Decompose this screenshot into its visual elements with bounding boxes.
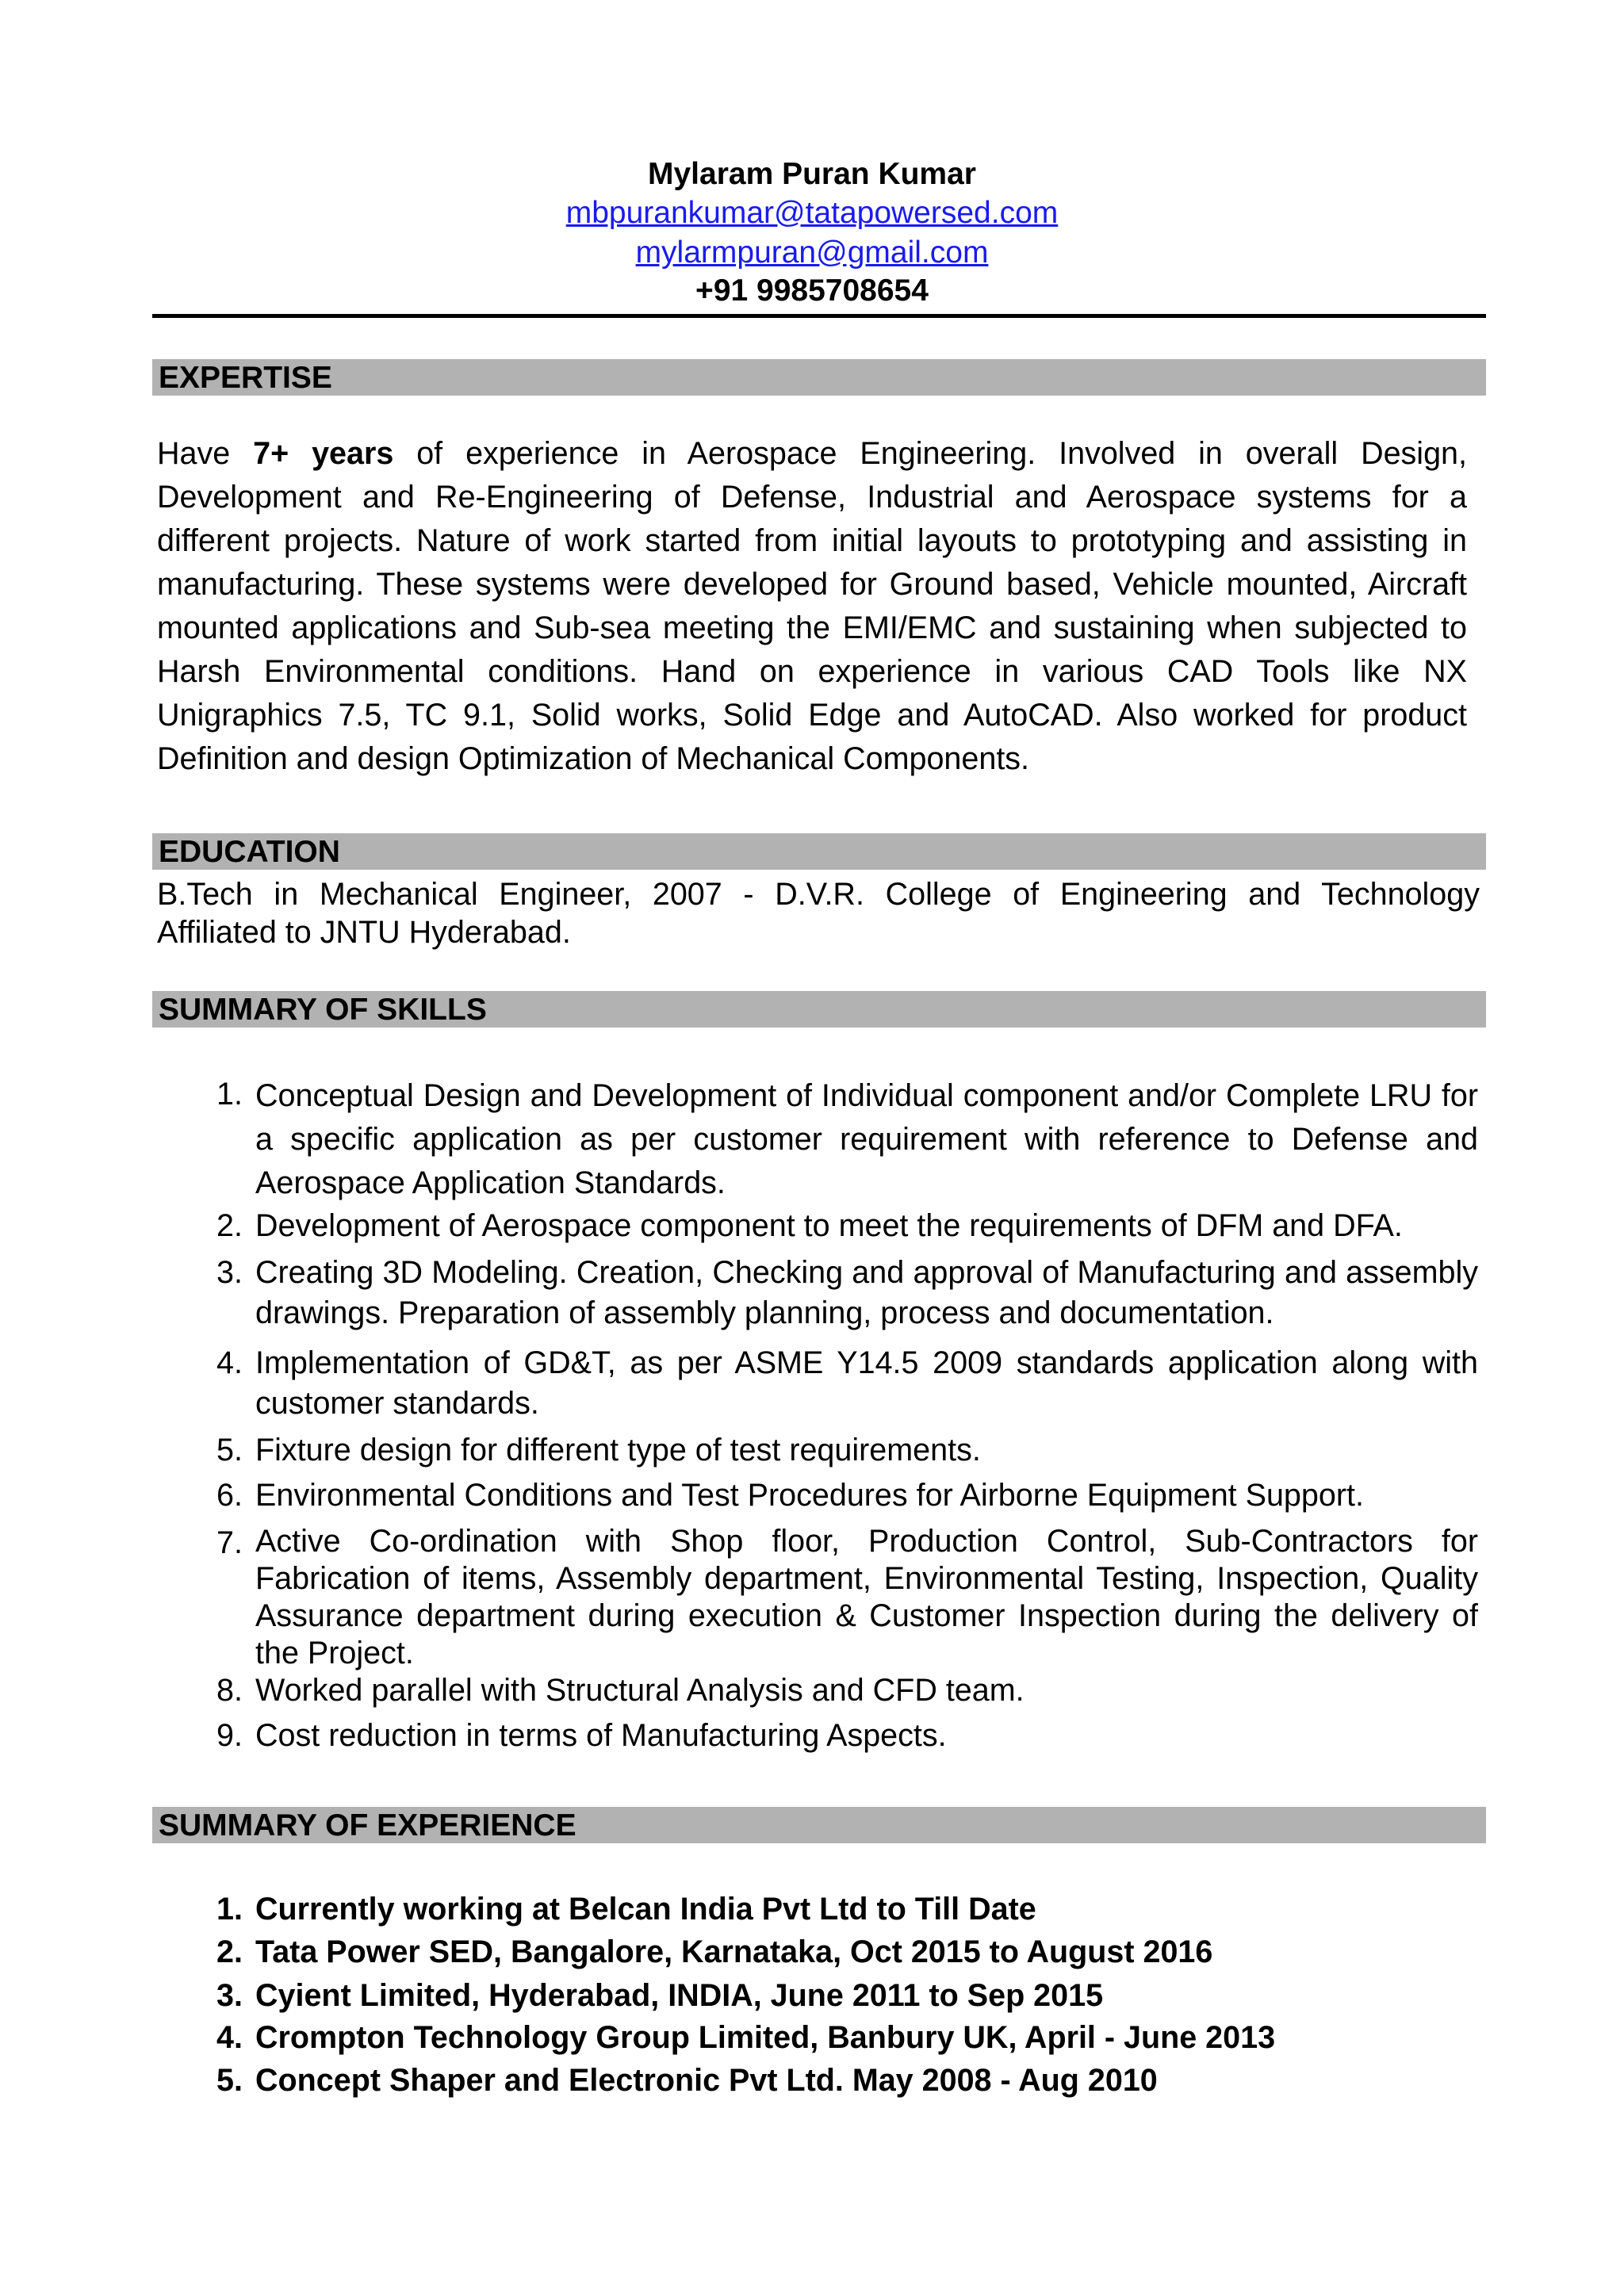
education-affiliation: Affiliated to JNTU Hyderabad. — [157, 915, 571, 950]
experience-item: Currently working at Belcan India Pvt Ltd to Till Date — [255, 1892, 1036, 1927]
skill-item: Worked parallel with Structural Analysis and CFD team. — [255, 1673, 1025, 1708]
experience-number: 1. — [216, 1892, 243, 1927]
candidate-name: Mylaram Puran Kumar — [648, 157, 976, 191]
skill-item: Fixture design for different type of test requirements. — [255, 1433, 981, 1468]
skill-item: Active Co-ordination with Shop floor, Production Control, Sub-Contractors for Fabrication of items, Assembly department, Environmental Testing, Inspection, Quality Assurance department during execution & Customer Inspection during the delivery of the Project. — [255, 1524, 1478, 1670]
header-divider — [152, 314, 1486, 318]
experience-item: Crompton Technology Group Limited, Banbury UK, April - June 2013 — [255, 2020, 1276, 2055]
experience-number: 2. — [216, 1934, 243, 1969]
skill-item: Development of Aerospace component to meet the requirements of DFM and DFA. — [255, 1208, 1403, 1243]
work-email-link[interactable]: mbpurankumar@tatapowersed.com — [565, 196, 1059, 230]
experience-number: 3. — [216, 1978, 243, 2013]
skill-number: 3. — [216, 1255, 243, 1290]
skill-number: 5. — [216, 1433, 243, 1468]
phone-number: +91 9985708654 — [695, 274, 929, 308]
personal-email-link[interactable]: mylarmpuran@gmail.com — [635, 235, 989, 270]
expertise-intro: Have — [157, 436, 254, 471]
experience-item: Tata Power SED, Bangalore, Karnataka, Oct 2015 to August 2016 — [255, 1934, 1213, 1969]
education-block — [157, 875, 1480, 951]
expertise-paragraph — [157, 432, 1467, 781]
skill-item: Conceptual Design and Development of Individual component and/or Complete LRU for a specific application as per customer requirement with reference to Defense and Aerospace Application Standards. — [255, 1078, 1478, 1200]
expertise-years: 7+ years — [253, 436, 394, 471]
education-degree: B.Tech in Mechanical Engineer, 2007 - D.V.R. College of Engineering and Technology — [157, 877, 1480, 912]
education-heading: EDUCATION — [152, 833, 1486, 870]
skill-item: Cost reduction in terms of Manufacturing Aspects. — [255, 1718, 947, 1753]
skill-number: 6. — [216, 1478, 243, 1513]
skill-item: Environmental Conditions and Test Procedures for Airborne Equipment Support. — [255, 1478, 1364, 1513]
expertise-heading: EXPERTISE — [152, 359, 1486, 396]
skills-heading: SUMMARY OF SKILLS — [152, 991, 1486, 1027]
experience-number: 5. — [216, 2063, 243, 2098]
skill-number: 4. — [216, 1345, 243, 1380]
skill-number: 8. — [216, 1673, 243, 1708]
experience-item: Concept Shaper and Electronic Pvt Ltd. May 2008 - Aug 2010 — [255, 2063, 1158, 2098]
skill-item: Creating 3D Modeling. Creation, Checking and approval of Manufacturing and assembly drawings. Preparation of assembly planning, process and documentation. — [255, 1255, 1478, 1330]
skill-number: 9. — [216, 1718, 243, 1753]
skill-item: Implementation of GD&T, as per ASME Y14.5 2009 standards application along with customer standards. — [255, 1345, 1478, 1421]
skill-number: 2. — [216, 1208, 243, 1243]
experience-item: Cyient Limited, Hyderabad, INDIA, June 2011 to Sep 2015 — [255, 1978, 1104, 2013]
skill-number: 1. — [216, 1077, 243, 1112]
skill-number: 7. — [216, 1525, 243, 1560]
experience-number: 4. — [216, 2020, 243, 2055]
expertise-body: of experience in Aerospace Engineering. Involved in overall Design, Development and Re-Engineering of Defense, Industrial and Aerospace systems for a different projects. Nature of work started from initial layouts to prototyping and assisting in manufacturing. These systems were developed for Ground based, Vehicle mounted, Aircraft mounted applications and Sub-sea meeting the EMI/EMC and sustaining when subjected to Harsh Environmental conditions. Hand on experience in various CAD Tools like NX Unigraphics 7.5, TC 9.1, Solid works, Solid Edge and AutoCAD. Also worked for product Definition and design Optimization of Mechanical Components. — [157, 436, 1467, 776]
experience-heading: SUMMARY OF EXPERIENCE — [152, 1807, 1486, 1843]
